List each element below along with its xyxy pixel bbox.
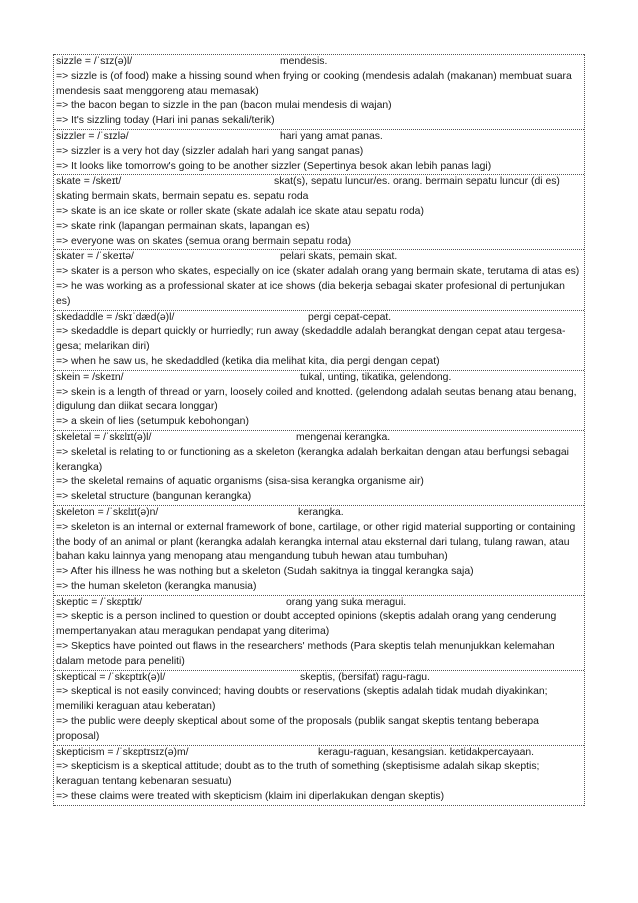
entry-line: => the bacon began to sizzle in the pan (bacon mulai mendesis di wajan) <box>56 100 392 112</box>
dictionary-entry <box>54 745 584 806</box>
entry-header <box>54 371 584 386</box>
entry-headword: skedaddle = /skɪˈdæd(ə)l/ <box>56 311 175 323</box>
entry-translation: pelari skats, pemain skat. <box>280 251 398 263</box>
dictionary-entry <box>54 595 584 670</box>
entry-headword: sizzler = /ˈsɪzlə/ <box>56 130 129 142</box>
entry-line: => he was working as a professional skater at ice shows (dia bekerja sebagai skater profesional di pertunjukan es) <box>56 280 565 307</box>
entry-line: => skepticism is a skeptical attitude; doubt as to the truth of something (skeptisisme adalah sikap skeptis; keraguan tentang kebenaran sesuatu) <box>56 761 540 788</box>
dictionary-entry <box>54 129 584 174</box>
entry-line: => skedaddle is depart quickly or hurriedly; run away (skedaddle adalah berangkat dengan cepat atau tergesa-gesa; melarikan diri) <box>56 326 566 353</box>
entry-line: => these claims were treated with skepticism (klaim ini diperlakukan dengan skeptis) <box>56 791 445 803</box>
dictionary-entry <box>54 310 584 370</box>
entry-translation: tukal, unting, tikatika, gelendong. <box>300 371 452 383</box>
entry-header <box>54 746 584 761</box>
entry-headword: sizzle = /ˈsɪz(ə)l/ <box>56 56 133 67</box>
entry-header <box>54 596 584 611</box>
entry-line: => a skein of lies (setumpuk kebohongan) <box>56 416 249 428</box>
dictionary-entry <box>54 670 584 745</box>
entry-translation: mengenai kerangka. <box>296 431 391 443</box>
entry-translation: pergi cepat-cepat. <box>308 311 392 323</box>
dictionary-entry-list <box>53 54 585 806</box>
entry-header <box>54 311 584 326</box>
entry-line: => It's sizzling today (Hari ini panas sekali/terik) <box>56 115 275 127</box>
entry-line: skating bermain skats, bermain sepatu es. sepatu roda <box>56 191 309 203</box>
entry-line: => sizzler is a very hot day (sizzler adalah hari yang sangat panas) <box>56 145 364 157</box>
entry-line: => skeleton is an internal or external framework of bone, cartilage, or other rigid material supporting or containing the body of an animal or plant (kerangka adalah kerangka internal atau eksternal dari tulang, tulang rawan, atau bahan kaku lainnya yang menopang atau mengandung tubuh hewan atau tumbuhan) <box>56 521 576 563</box>
entry-line: => the skeletal remains of aquatic organisms (sisa-sisa kerangka organisme air) <box>56 476 424 488</box>
entry-header <box>54 130 584 145</box>
entry-line: => It looks like tomorrow's going to be another sizzler (Sepertinya besok akan lebih panas lagi) <box>56 160 492 172</box>
entry-headword: skein = /skeɪn/ <box>56 371 124 383</box>
entry-header <box>54 671 584 686</box>
entry-headword: skeletal = /ˈskɛlɪt(ə)l/ <box>56 431 152 443</box>
dictionary-entry <box>54 54 584 129</box>
entry-header <box>54 431 584 446</box>
entry-headword: skate = /skeɪt/ <box>56 176 122 188</box>
entry-translation: skat(s), sepatu luncur/es. orang. bermain sepatu luncur (di es) <box>274 176 560 188</box>
entry-line: => skein is a length of thread or yarn, loosely coiled and knotted. (gelendong adalah seutas benang atau benang, digulung dan diikat secara longgar) <box>56 386 577 413</box>
entry-line: => Skeptics have pointed out flaws in the researchers' methods (Para skeptis telah menunjukkan kelemahan dalam metode para peneliti) <box>56 641 555 667</box>
dictionary-entry <box>54 249 584 309</box>
entry-line: => After his illness he was nothing but a skeleton (Sudah sakitnya ia tinggal kerangka saja) <box>56 566 474 578</box>
entry-line: => everyone was on skates (semua orang bermain sepatu roda) <box>56 235 352 247</box>
entry-line: => skater is a person who skates, especially on ice (skater adalah orang yang bermain skate, terutama di atas es) <box>56 266 580 278</box>
entry-line: => skeletal structure (bangunan kerangka) <box>56 491 252 503</box>
entry-header <box>54 250 584 265</box>
entry-line: => sizzle is (of food) make a hissing sound when frying or cooking (mendesis adalah (makanan) membuat suara mendesis saat menggoreng atau memasak) <box>56 70 572 97</box>
entry-translation: mendesis. <box>280 56 328 67</box>
entry-headword: skater = /ˈskeɪtə/ <box>56 251 134 263</box>
entry-line: => the public were deeply skeptical about some of the proposals (publik sangat skeptis tentang beberapa proposal) <box>56 716 539 742</box>
entry-header <box>54 55 584 70</box>
entry-line: => the human skeleton (kerangka manusia) <box>56 580 257 592</box>
dictionary-entry <box>54 174 584 249</box>
entry-translation: orang yang suka meragui. <box>286 596 407 608</box>
entry-line: => skeptical is not easily convinced; having doubts or reservations (skeptis adalah tidak mudah diyakinkan; memiliki keraguan atau keberatan) <box>56 686 548 713</box>
entry-headword: skepticism = /ˈskɛptɪsɪz(ə)m/ <box>56 746 189 758</box>
dictionary-entry <box>54 505 584 595</box>
entry-line: => skate rink (lapangan permainan skats, lapangan es) <box>56 220 310 232</box>
entry-headword: skeleton = /ˈskɛlɪt(ə)n/ <box>56 506 159 518</box>
entry-line: => when he saw us, he skedaddled (ketika dia melihat kita, dia pergi dengan cepat) <box>56 355 440 367</box>
entry-translation: kerangka. <box>298 506 344 518</box>
entry-header <box>54 175 584 190</box>
entry-translation: hari yang amat panas. <box>280 130 383 142</box>
entry-line: => skeptic is a person inclined to question or doubt accepted opinions (skeptis adalah orang yang cenderung mempertanyakan atau meragukan pendapat yang diterima) <box>56 611 557 638</box>
dictionary-entry <box>54 430 584 505</box>
entry-translation: skeptis, (bersifat) ragu-ragu. <box>300 671 430 683</box>
entry-line: => skeletal is relating to or functioning as a skeleton (kerangka adalah berkaitan dengan atau berfungsi sebagai kerangka) <box>56 446 569 473</box>
entry-headword: skeptic = /ˈskɛptɪk/ <box>56 596 143 608</box>
entry-translation: keragu-raguan, kesangsian. ketidakpercayaan. <box>318 746 535 758</box>
entry-header <box>54 506 584 521</box>
entry-line: => skate is an ice skate or roller skate (skate adalah ice skate atau sepatu roda) <box>56 205 424 217</box>
entry-headword: skeptical = /ˈskɛptɪk(ə)l/ <box>56 671 166 683</box>
dictionary-entry <box>54 370 584 430</box>
